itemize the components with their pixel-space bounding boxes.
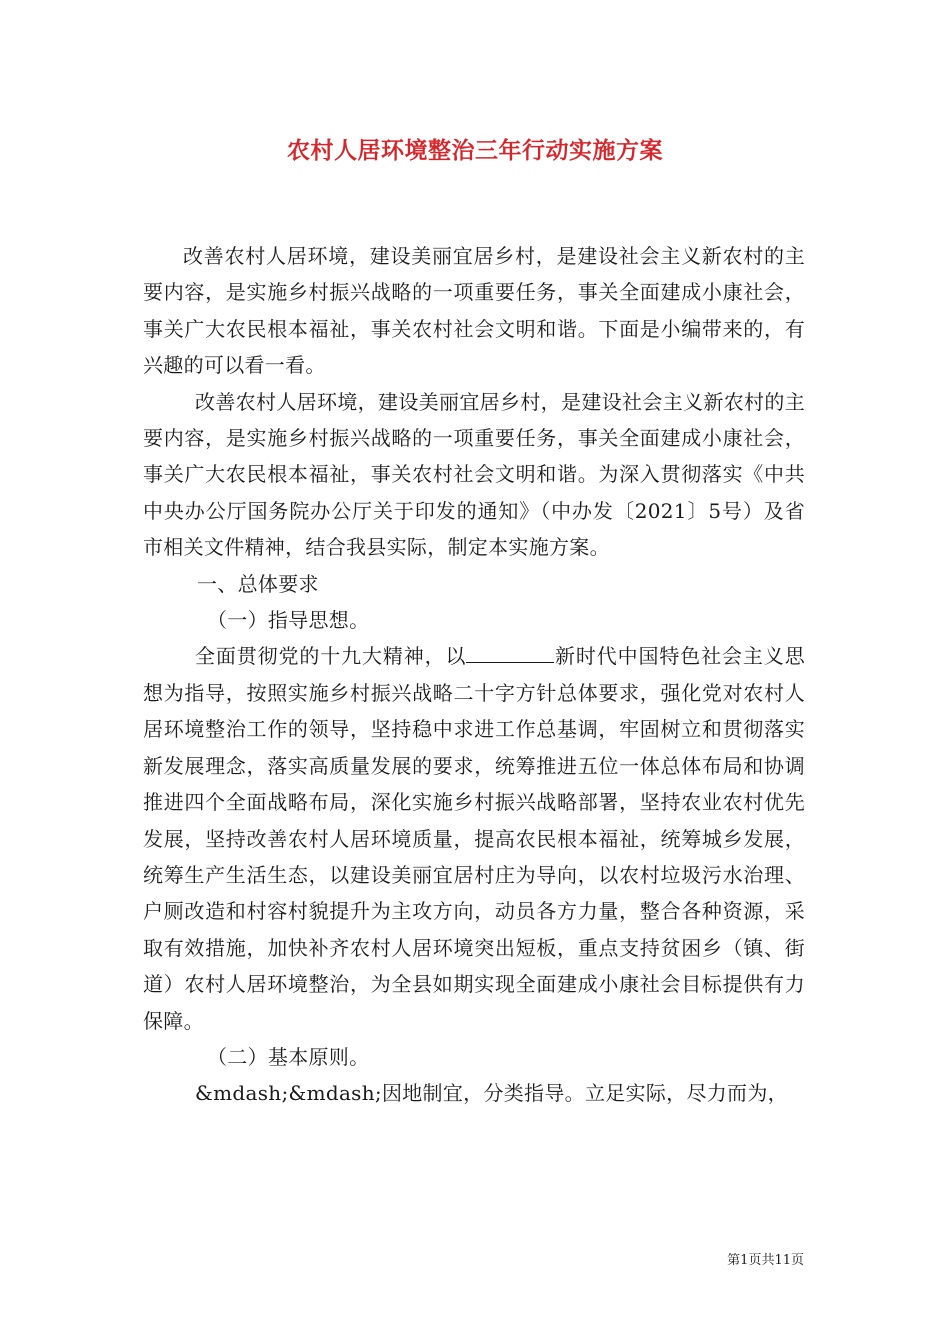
guiding-ideology-start: 全面贯彻党的十九大精神，以	[195, 644, 467, 669]
basic-principles-paragraph: &mdash;&mdash;因地制宜，分类指导。立足实际，尽力而为，	[195, 1081, 788, 1106]
section-heading-general-requirements: 一、总体要求	[197, 571, 319, 596]
subsection-heading-guiding-ideology: （一）指导思想。	[207, 608, 370, 633]
document-body	[143, 238, 805, 1112]
intro-paragraph: 改善农村人居环境，建设美丽宜居乡村，是建设社会主义新农村的主要内容，是实施乡村振兴战略的一项重要任务，事关全面建成小康社会，事关广大农民根本福祉，事关农村社会文明和谐。下面是小编带来的，有兴趣的可以看一看。	[143, 244, 805, 378]
document-title: 农村人居环境整治三年行动实施方案	[287, 137, 663, 164]
guiding-ideology-rest: 新时代中国特色社会主义思想为指导，按照实施乡村振兴战略二十字方针总体要求，强化党对农村人居环境整治工作的领导，坚持稳中求进工作总基调，牢固树立和贯彻落实新发展理念，落实高质量发展的要求，统筹推进五位一体总体布局和协调推进四个全面战略布局，深化实施乡村振兴战略部署，坚持农业农村优先发展，坚持改善农村人居环境质量，提高农民根本福祉，统筹城乡发展，统筹生产生活生态，以建设美丽宜居村庄为导向，以农村垃圾污水治理、户厕改造和村容村貌提升为主攻方向，动员各方力量，整合各种资源，采取有效措施，加快补齐农村人居环境突出短板，重点支持贫困乡（镇、街道）农村人居环境整治，为全县如期实现全面建成小康社会目标提供有力保障。	[143, 644, 805, 1033]
blank-underline	[466, 642, 554, 663]
guiding-ideology-paragraph	[143, 638, 805, 1038]
subsection-heading-basic-principles: （二）基本原则。	[207, 1044, 370, 1069]
page-number-footer: 第1页共11页	[727, 1253, 804, 1268]
preface-paragraph: 改善农村人居环境，建设美丽宜居乡村，是建设社会主义新农村的主要内容，是实施乡村振兴战略的一项重要任务，事关全面建成小康社会，事关广大农民根本福祉，事关农村社会文明和谐。为深入贯彻落实《中共中央办公厅国务院办公厅关于印发的通知》（中办发〔2021〕5号）及省市相关文件精神，结合我县实际，制定本实施方案。	[143, 389, 805, 560]
